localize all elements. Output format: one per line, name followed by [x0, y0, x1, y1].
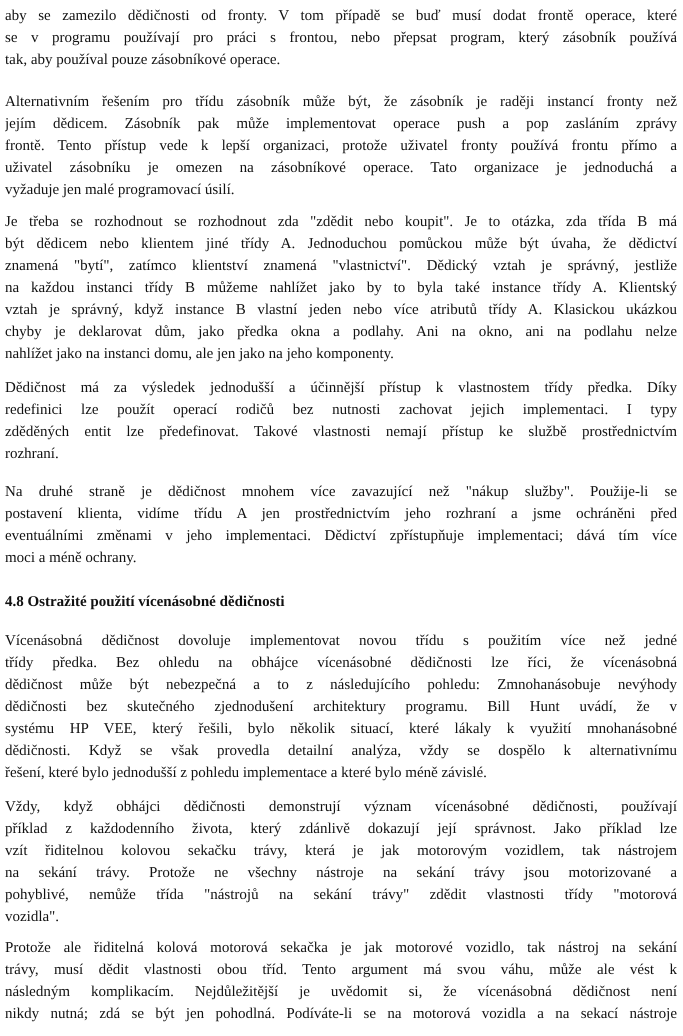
text-line: třídy předka. Bez ohledu na obhájce vícenásobné dědičnosti lze říci, že vícenásobná	[5, 655, 677, 671]
text-line: postavení klienta, vidíme třídu A jen prostřednictvím jeho rozhraní a jsme ochráněni před	[5, 506, 677, 522]
text-line: systému HP VEE, který řešili, bylo několik situací, které lákaly k využití mnohanásobné	[5, 721, 677, 737]
text-line: jejím dědicem. Zásobník pak může implementovat operace push a pop zasláním zprávy	[5, 116, 677, 132]
text-line: aby se zamezilo dědičnosti od fronty. V tom případě se buď musí dodat frontě operace, které	[5, 8, 677, 24]
text-line: uživatel zásobníku je omezen na zásobníkové operace. Tato organizace je jednoduchá a	[5, 160, 677, 176]
text-line: pohyblivé, nemůže třída "nástrojů na sekání trávy" zdědit vlastnosti třídy "motorová	[5, 887, 677, 903]
text-line: dědičnost může být nebezpečná a to z následujícího pohledu: Zmnohanásobuje nevýhody	[5, 677, 677, 693]
document-page	[5, 0, 677, 1036]
text-line: Je třeba se rozhodnout se rozhodnout zda "zdědit nebo koupit". Je to otázka, zda třída B má	[5, 214, 677, 230]
text-line: se v programu používají pro práci s frontou, nebo přepsat program, který zásobník používá	[5, 30, 677, 46]
text-line: vztah je správný, když instance B vlastní jeden nebo více atributů třídy A. Klasickou ukázkou	[5, 302, 677, 318]
paragraph-2	[5, 91, 677, 201]
paragraph-3	[5, 211, 677, 365]
text-line: na každou instanci třídy B můžeme nahlížet jako by to byla také instance třídy A. Klientský	[5, 280, 677, 296]
text-line: znamená "bytí", zatímco klientství znamená "vlastnictví". Dědický vztah je správný, jestliže	[5, 258, 677, 274]
text-line: příklad z každodenního života, který zdánlivě dokazují její správnost. Jako příklad lze	[5, 821, 677, 837]
paragraph-7	[5, 796, 677, 928]
paragraph-6	[5, 630, 677, 784]
text-line: trávy, musí dědit vlastnosti obou tříd. Tento argument má svou váhu, může ale vést k	[5, 962, 677, 978]
text-line: být dědicem nebo klientem jiné třídy A. Jednoduchou pomůckou může být úvaha, že dědictví	[5, 236, 677, 252]
text-line: nahlížet jako na instanci domu, ale jen jako na jeho komponenty.	[5, 346, 394, 362]
text-line: nikdy nutná; zdá se být jen pohodlná. Podíváte-li se na motorová vozidla a na sekací nástroje	[5, 1006, 677, 1022]
text-line: eventuálními změnami v jeho implementaci. Dědictví zpřístupňuje implementaci; dává tím více	[5, 528, 677, 544]
text-line: vozidla".	[5, 909, 60, 925]
text-line: vzít řiditelnou kolovou sekačku trávy, která je jak motorovým vozidlem, tak nástrojem	[5, 843, 677, 859]
paragraph-4	[5, 377, 677, 465]
text-line: Protože ale řiditelná kolová motorová sekačka je jak motorové vozidlo, tak nástroj na sekání	[5, 940, 677, 956]
text-line: na sekání trávy. Protože ne všechny nástroje na sekání trávy jsou motorizované a	[5, 865, 677, 881]
text-line: následným komplikacím. Nejdůležitější je uvědomit si, že vícenásobná dědičnost není	[5, 984, 677, 1000]
text-line: Dědičnost má za výsledek jednodušší a účinnější přístup k vlastnostem třídy předka. Díky	[5, 380, 677, 396]
text-line: Na druhé straně je dědičnost mnohem více zavazující než "nákup služby". Použije-li se	[5, 484, 677, 500]
text-line: tak, aby používal pouze zásobníkové operace.	[5, 52, 281, 68]
paragraph-1	[5, 5, 677, 71]
text-line: Vícenásobná dědičnost dovoluje implementovat novou třídu s použitím více než jedné	[5, 633, 677, 649]
text-line: moci a méně ochrany.	[5, 550, 137, 566]
text-line: redefinici lze použít operací rodičů bez nutnosti zachovat jejich implementaci. I typy	[5, 402, 677, 418]
text-line: frontě. Tento přístup vede k lepší organizaci, protože uživatel fronty používá frontu přímo a	[5, 138, 677, 154]
text-line: zděděných entit lze předefinovat. Takové vlastnosti nemají přístup ke službě prostřednictvím	[5, 424, 677, 440]
text-line: vyžaduje jen malé programovací úsilí.	[5, 182, 235, 198]
section-heading: 4.8 Ostražité použití vícenásobné dědičnosti	[5, 594, 285, 610]
text-line: chyby je deklarovat dům, jako předka okna a podlahy. Ani na okno, ani na podlahu nelze	[5, 324, 677, 340]
text-line: Vždy, když obhájci dědičnosti demonstrují význam vícenásobné dědičnosti, používají	[5, 799, 677, 815]
text-line: dědičnosti. Když se však provedla detailní analýza, vždy se dospělo k alternativnímu	[5, 743, 677, 759]
paragraph-8	[5, 937, 677, 1025]
text-line: Alternativním řešením pro třídu zásobník může být, že zásobník je raději instancí fronty než	[5, 94, 677, 110]
text-line: rozhraní.	[5, 446, 59, 462]
text-line: řešení, které bylo jednodušší z pohledu implementace a které bylo méně závislé.	[5, 765, 487, 781]
text-line: dědičnosti bez skutečného zjednodušení architektury programu. Bill Hunt uvádí, že v	[5, 699, 677, 715]
paragraph-5	[5, 481, 677, 569]
